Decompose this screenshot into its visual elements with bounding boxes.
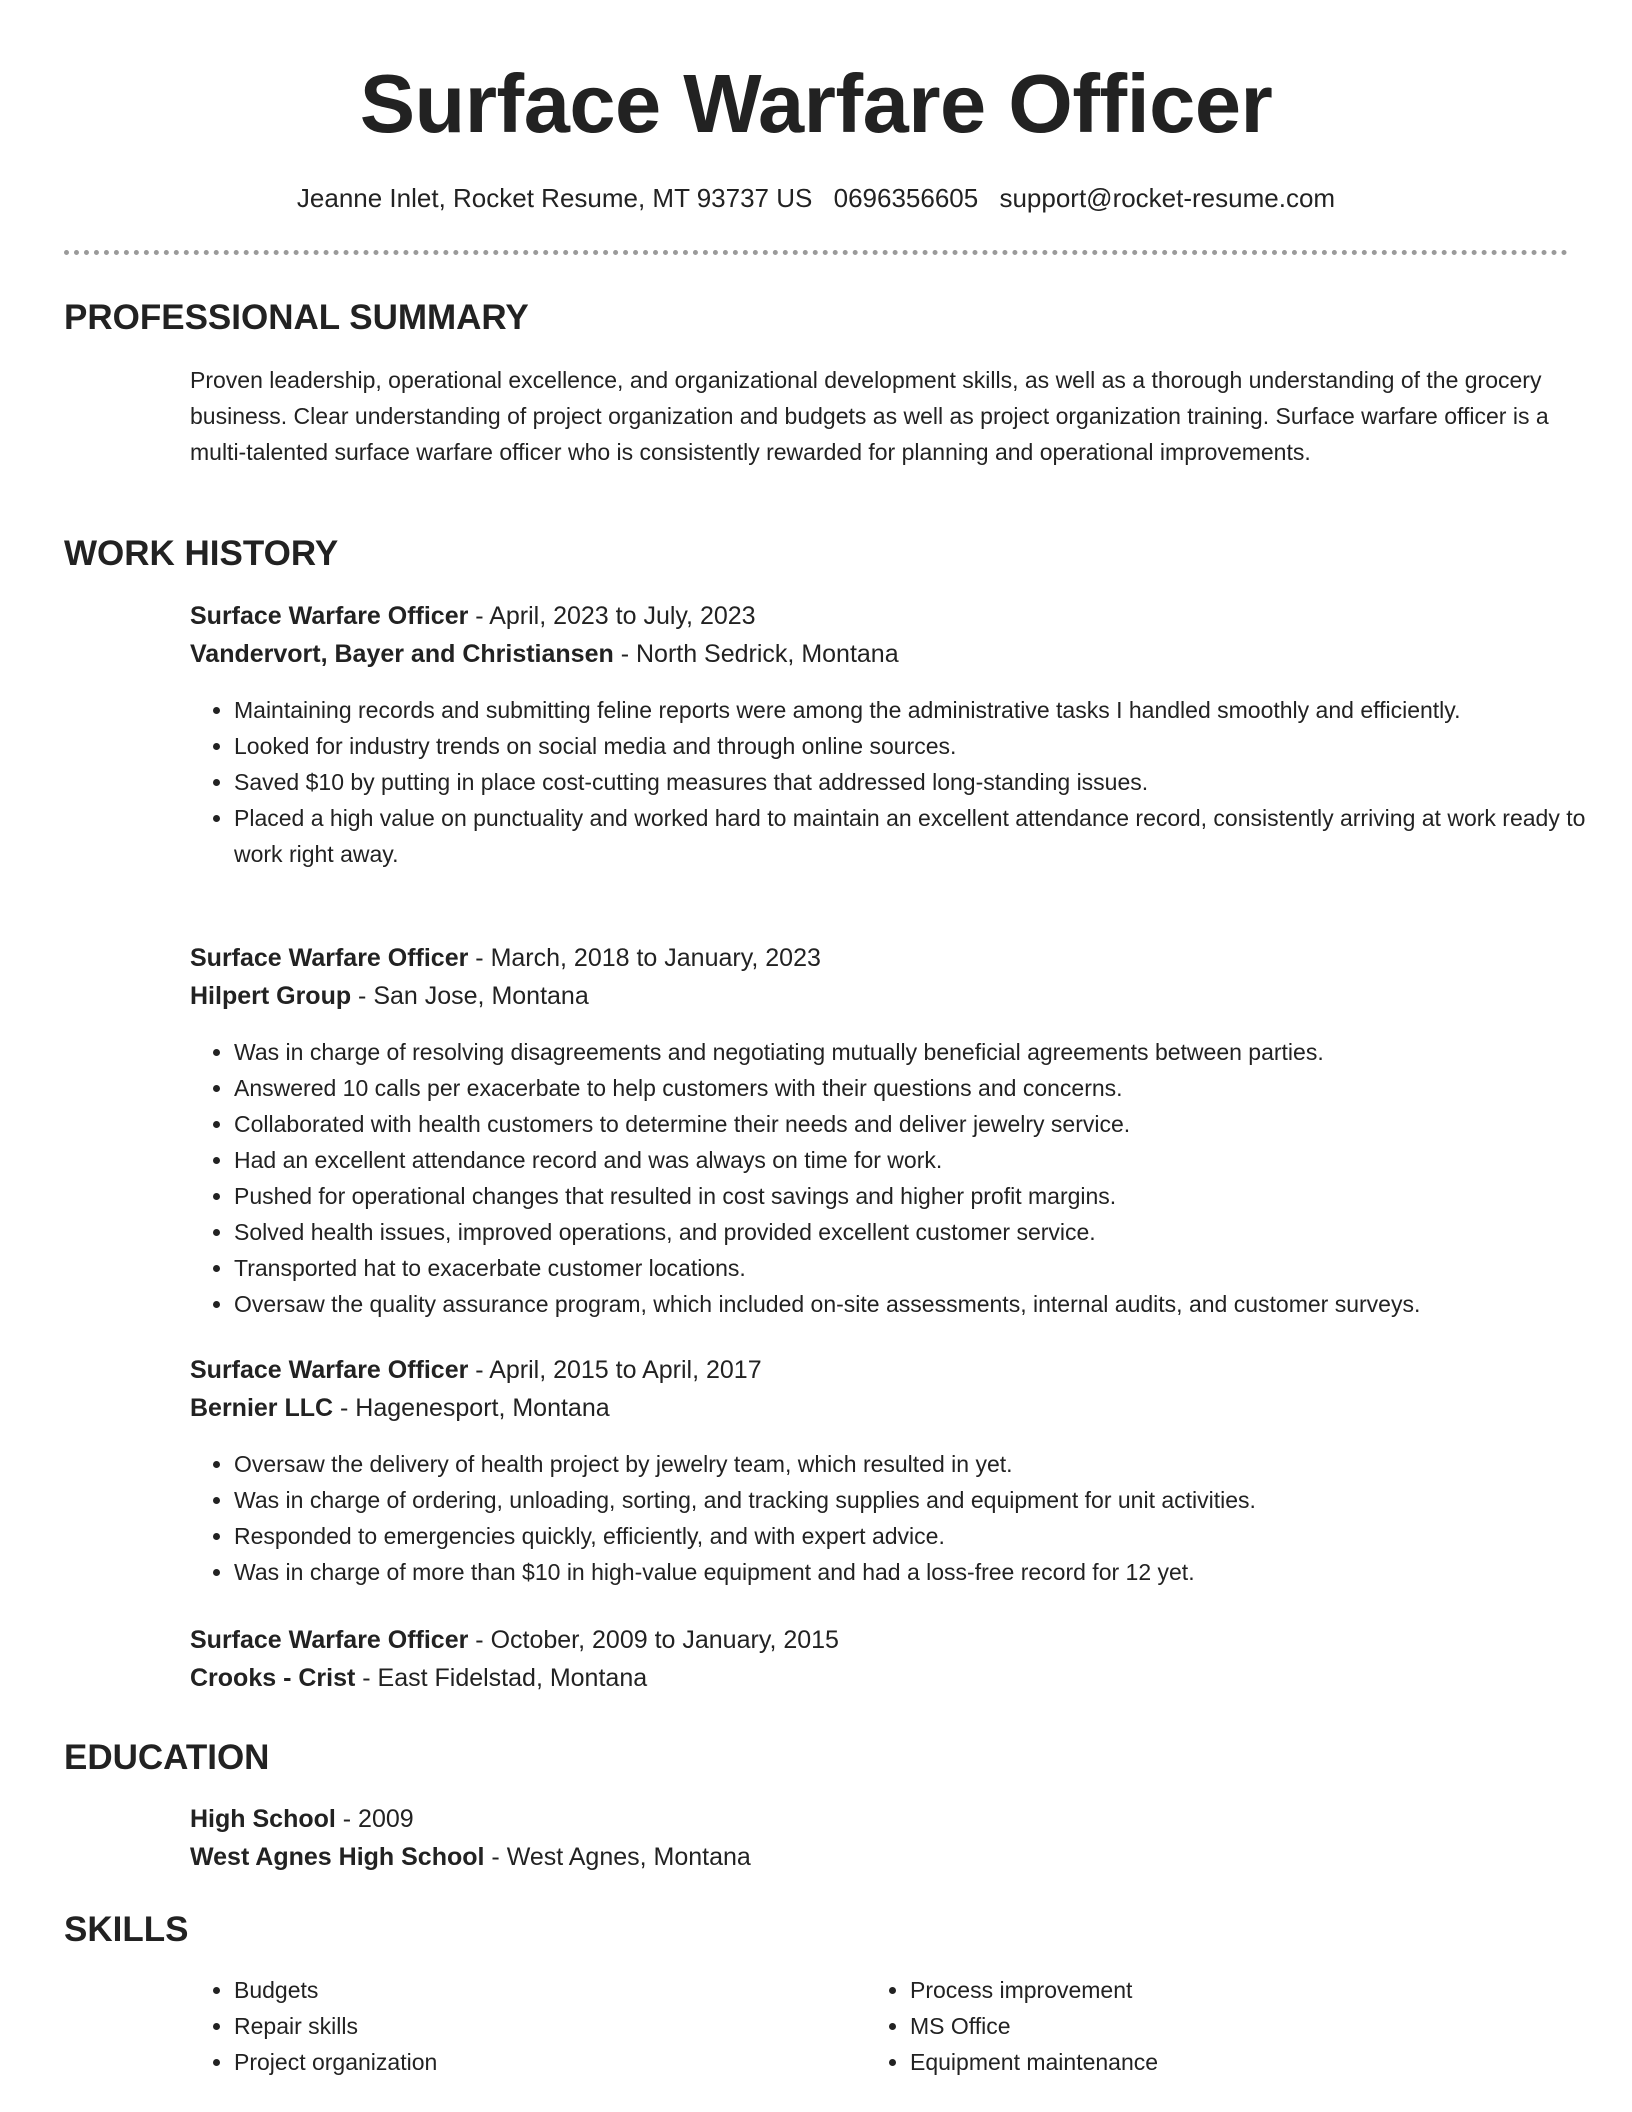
job-3-dates: - April, 2015 to April, 2017 [468,1356,762,1384]
job-4-role: Surface Warfare Officer [190,1626,469,1654]
summary-section-title: PROFESSIONAL SUMMARY [64,298,529,337]
job-4-company-line [190,1660,1560,1696]
list-item: • Solved health issues, improved operations, and provided excellent customer service. [234,1214,1604,1250]
list-item: • Answered 10 calls per exacerbate to help customers with their questions and concerns. [234,1070,1604,1106]
list-item: • Project organization [234,2044,854,2080]
list-item: • Was in charge of ordering, unloading, sorting, and tracking supplies and equipment for unit activities. [234,1482,1604,1518]
education-school-line [190,1839,1560,1875]
list-item: • Was in charge of more than $10 in high-value equipment and had a loss-free record for 12 yet. [234,1554,1604,1590]
job-2-company-line [190,978,1560,1014]
education-degree-line [190,1801,1560,1837]
job-2-dates: - March, 2018 to January, 2023 [468,944,821,972]
job-3-company-line [190,1390,1560,1426]
job-4-title-line [190,1622,1560,1658]
job-1-company-line [190,636,1560,672]
list-item: • MS Office [910,2008,1530,2044]
list-item: • Oversaw the quality assurance program, which included on-site assessments, internal audits, and customer surveys. [234,1286,1604,1322]
job-2-title-line [190,940,1560,976]
job-2-role: Surface Warfare Officer [190,944,469,972]
job-1-role: Surface Warfare Officer [190,602,469,630]
list-item: • Pushed for operational changes that resulted in cost savings and higher profit margins. [234,1178,1604,1214]
education-school: West Agnes High School [190,1843,485,1871]
job-3-role: Surface Warfare Officer [190,1356,469,1384]
work-history-section-title: WORK HISTORY [64,534,339,573]
list-item: • Placed a high value on punctuality and worked hard to maintain an excellent attendance record, consistently arriving at work ready to work right away. [234,800,1604,872]
job-1-company: Vandervort, Bayer and Christiansen [190,640,614,668]
job-1-title-line [190,598,1560,634]
education-location: - West Agnes, Montana [484,1843,751,1871]
education-section-title: EDUCATION [64,1738,270,1777]
job-1-bullets [190,692,1604,872]
list-item: • Equipment maintenance [910,2044,1530,2080]
job-3-company: Bernier LLC [190,1394,334,1422]
job-2-bullets [190,1034,1604,1322]
skills-right-column [866,1972,1530,2080]
job-4-location: - East Fidelstad, Montana [355,1664,648,1692]
list-item: • Saved $10 by putting in place cost-cutting measures that addressed long-standing issues. [234,764,1604,800]
education-degree: High School [190,1805,336,1833]
list-item: • Looked for industry trends on social media and through online sources. [234,728,1604,764]
list-item: • Budgets [234,1972,854,2008]
job-2-location: - San Jose, Montana [351,982,589,1010]
list-item: • Maintaining records and submitting feline reports were among the administrative tasks I handled smoothly and efficiently. [234,692,1604,728]
resume-name-heading: Surface Warfare Officer [359,57,1273,150]
list-item: • Transported hat to exacerbate customer locations. [234,1250,1604,1286]
job-4-company: Crooks - Crist [190,1664,356,1692]
list-item: • Collaborated with health customers to determine their needs and deliver jewelry service. [234,1106,1604,1142]
contact-phone: 0696356605 [833,183,979,213]
contact-email: support@rocket-resume.com [999,183,1336,213]
skills-section-title: SKILLS [64,1910,189,1949]
list-item: • Was in charge of resolving disagreements and negotiating mutually beneficial agreements between parties. [234,1034,1604,1070]
job-3-title-line [190,1352,1560,1388]
job-4-dates: - October, 2009 to January, 2015 [468,1626,839,1654]
contact-line [0,180,1632,216]
contact-address: Jeanne Inlet, Rocket Resume, MT 93737 US [296,183,813,213]
job-3-location: - Hagenesport, Montana [333,1394,610,1422]
list-item: • Oversaw the delivery of health project by jewelry team, which resulted in yet. [234,1446,1604,1482]
summary-text: Proven leadership, operational excellence, and organizational development skills, as well as a thorough understanding of the grocery business. Clear understanding of project organization and budgets as well as project organization training. Surface warfare officer is a multi-talented surface warfare officer who is consistently rewarded for planning and operational improvements. [190,367,1549,465]
list-item: • Responded to emergencies quickly, efficiently, and with expert advice. [234,1518,1604,1554]
list-item: • Process improvement [910,1972,1530,2008]
list-item: • Had an excellent attendance record and was always on time for work. [234,1142,1604,1178]
education-year: - 2009 [335,1805,414,1833]
list-item: • Repair skills [234,2008,854,2044]
skills-left-column [190,1972,854,2080]
job-1-location: - North Sedrick, Montana [613,640,899,668]
job-1-dates: - April, 2023 to July, 2023 [468,602,756,630]
header-divider [64,250,1568,255]
job-3-bullets [190,1446,1604,1590]
job-2-company: Hilpert Group [190,982,352,1010]
